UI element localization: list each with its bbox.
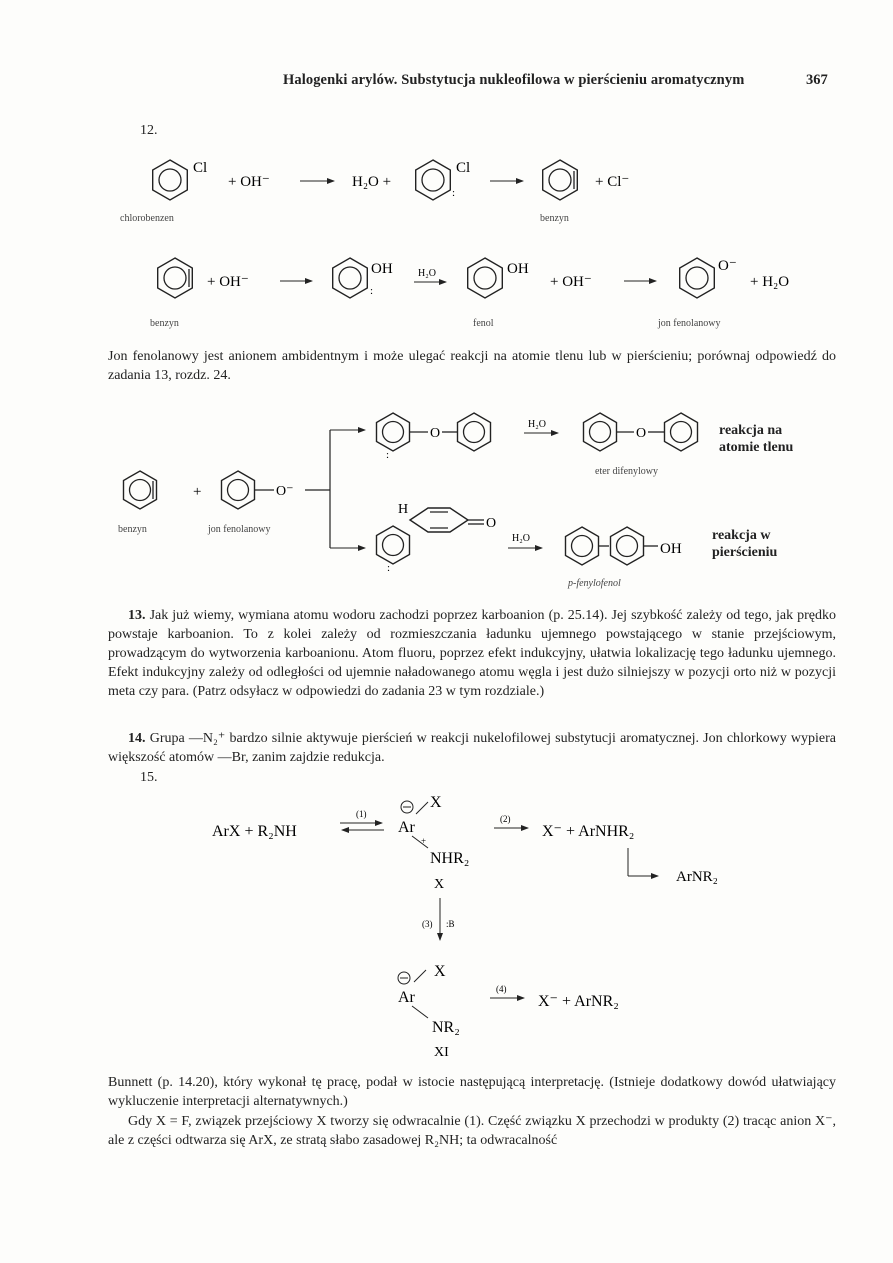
label-jon-fenolanowy-2: jon fenolanowy <box>208 524 271 535</box>
arx-r2nh: ArX + R₂NH <box>212 823 297 840</box>
paragraph-13 <box>108 606 836 701</box>
label-chlorobenzen: chlorobenzen <box>120 213 174 224</box>
base-b: :B <box>446 919 455 929</box>
oh-label-2: OH <box>507 261 529 277</box>
benzyne-ring-1 <box>543 160 578 200</box>
phenol-ring <box>468 258 503 298</box>
ether-right-ring <box>665 413 698 451</box>
nr2: NR₂ <box>432 1019 460 1036</box>
p13-text: Jak już wiemy, wymiana atomu wodoru zachodzi poprzez karboanion (p. 25.14). Jej szybkość zależy od tego, jak prędko powstaje karboanion. To z kolei zależy od rozmieszczania ładunku ujemnego powstającego w stanie przejściowym, prowadzącym do wytworzenia karboanionu. Atom fluoru, poprzez efekt indukcyjny, ułatwia lokalizację tego ładunku ujemnego. Efekt indukcyjny zależy od odległości od ujemnie naładowanego atomu węgla i jest dużo silniejszy w pozycji orto niż w pozycji meta czy para. (Patrz odsyłacz w odpowiedzi do zadania 23 w tym rozdziale.) <box>108 608 837 699</box>
running-header: Halogenki arylów. Substytucja nukleofilowa w pierścieniu aromatycznym <box>283 72 745 88</box>
label-X: X <box>434 877 445 892</box>
plus-oh-3: + OH⁻ <box>550 274 592 290</box>
label-p-fenylofenol: p-fenylofenol <box>568 578 621 589</box>
phenolate-ring <box>680 258 715 298</box>
step-4: (4) <box>496 984 507 994</box>
lone-pair-1: : <box>452 187 456 199</box>
lone-pair-3: : <box>386 449 390 461</box>
p14-number: 14. <box>128 731 146 746</box>
nhr2: NHR₂ <box>430 850 470 867</box>
ether-left-ring <box>584 413 617 451</box>
lone-pair-4: : <box>387 562 391 574</box>
products-4: X⁻ + ArNR₂ <box>538 993 619 1010</box>
h2o-plus: H₂O + <box>352 174 392 190</box>
label-fenol: fenol <box>473 318 494 329</box>
paragraph-ambident: Jon fenolanowy jest anionem ambidentnym i może ulegać reakcji na atomie tlenu lub w pierścieniu; porównaj odpowiedź do zadania 13, rozdz. 24. <box>108 349 836 383</box>
step-3: (3) <box>422 919 433 929</box>
problem-12-number: 12. <box>140 123 158 138</box>
step-2: (2) <box>500 814 511 824</box>
biphenyl-left-ring <box>566 527 599 565</box>
page-number: 367 <box>806 72 828 88</box>
h2o-above-arrow: H₂O <box>418 268 436 279</box>
label-reakcja-tlen: reakcja na atomie tlenu <box>719 423 794 455</box>
o-bridge-1: O <box>430 426 441 441</box>
step-1: (1) <box>356 809 367 819</box>
p13-number: 13. <box>128 608 146 623</box>
label-XI: XI <box>434 1045 449 1060</box>
phenolate-ring-2 <box>222 471 255 509</box>
reaction-scheme-15 <box>0 780 893 1070</box>
plus-h2o: + H₂O <box>750 274 790 290</box>
label-eter: eter difenylowy <box>595 466 659 477</box>
benzyne-ring-3 <box>124 471 157 509</box>
plus-charge-1: + <box>421 836 427 846</box>
plus-oh-2: + OH⁻ <box>207 274 249 290</box>
problem-15-number: 15. <box>140 770 158 785</box>
label-jon-fenolanowy-1: jon fenolanowy <box>658 318 721 329</box>
biphenyl-right-ring <box>611 527 644 565</box>
cl-label-1: Cl <box>193 160 208 176</box>
oh-biphenyl: OH <box>660 541 682 557</box>
label-reakcja-pierscien: reakcja w pierścieniu <box>712 528 778 560</box>
label-benzyn-2: benzyn <box>150 318 179 329</box>
h-atom: H <box>398 502 409 517</box>
plus-cl: + Cl⁻ <box>595 174 630 190</box>
products-2: X⁻ + ArNHR₂ <box>542 823 635 840</box>
x-substituent-1: X <box>430 794 442 811</box>
label-benzyn-1: benzyn <box>540 213 569 224</box>
ether-carbanion-right-ring <box>458 413 491 451</box>
lone-pair-2: : <box>370 285 374 297</box>
label-benzyn-3: benzyn <box>118 524 147 535</box>
o-minus-label: O⁻ <box>718 258 737 274</box>
o-bridge-2: O <box>636 426 647 441</box>
ether-carbanion-left-ring <box>377 413 410 451</box>
chlorobenzene-ring <box>153 160 188 200</box>
o-minus-2: O⁻ <box>276 484 294 499</box>
p14-text: Grupa —N₂⁺ bardzo silnie aktywuje pierścień w reakcji nukelofilowej substytucji aromatycznej. Jon chlorkowy wypiera większość atomów —Br, zanim zajdzie redukcja. <box>108 731 837 765</box>
ar-1: Ar <box>398 819 415 836</box>
h2o-bottom: H₂O <box>512 533 530 544</box>
paragraph-14 <box>108 729 836 767</box>
paragraph-gdy: Gdy X = F, związek przejściowy X tworzy się odwracalnie (1). Część związku X przechodzi w produkty (2) tracąc anion X⁻, ale z części odtwarza się ArX, ze stratą słabo zasadowej R₂NH; ta odwracalność <box>108 1114 836 1148</box>
benzyne-ring-2 <box>158 258 193 298</box>
h2o-top: H₂O <box>528 419 546 430</box>
paragraph-bunnett: Bunnett (p. 14.20), który wykonał tę pracę, podał w istocie następującą interpretację. (Istnieje dodatkowy dowód ułatwiający wykluczenie interpretacji alternatywnych.) <box>108 1075 836 1109</box>
cl-label-2: Cl <box>456 160 471 176</box>
x-substituent-2: X <box>434 963 446 980</box>
ar-2: Ar <box>398 989 415 1006</box>
plus-oh-1: + OH⁻ <box>228 174 270 190</box>
o-keto: O <box>486 516 497 531</box>
carbanion-ring-1 <box>416 160 451 200</box>
plus-sign: + <box>193 484 202 500</box>
oh-label-1: OH <box>371 261 393 277</box>
carbanion-ring-2 <box>333 258 368 298</box>
arnr2-1: ArNR₂ <box>676 869 718 885</box>
dienone-aryl-ring <box>377 526 410 564</box>
